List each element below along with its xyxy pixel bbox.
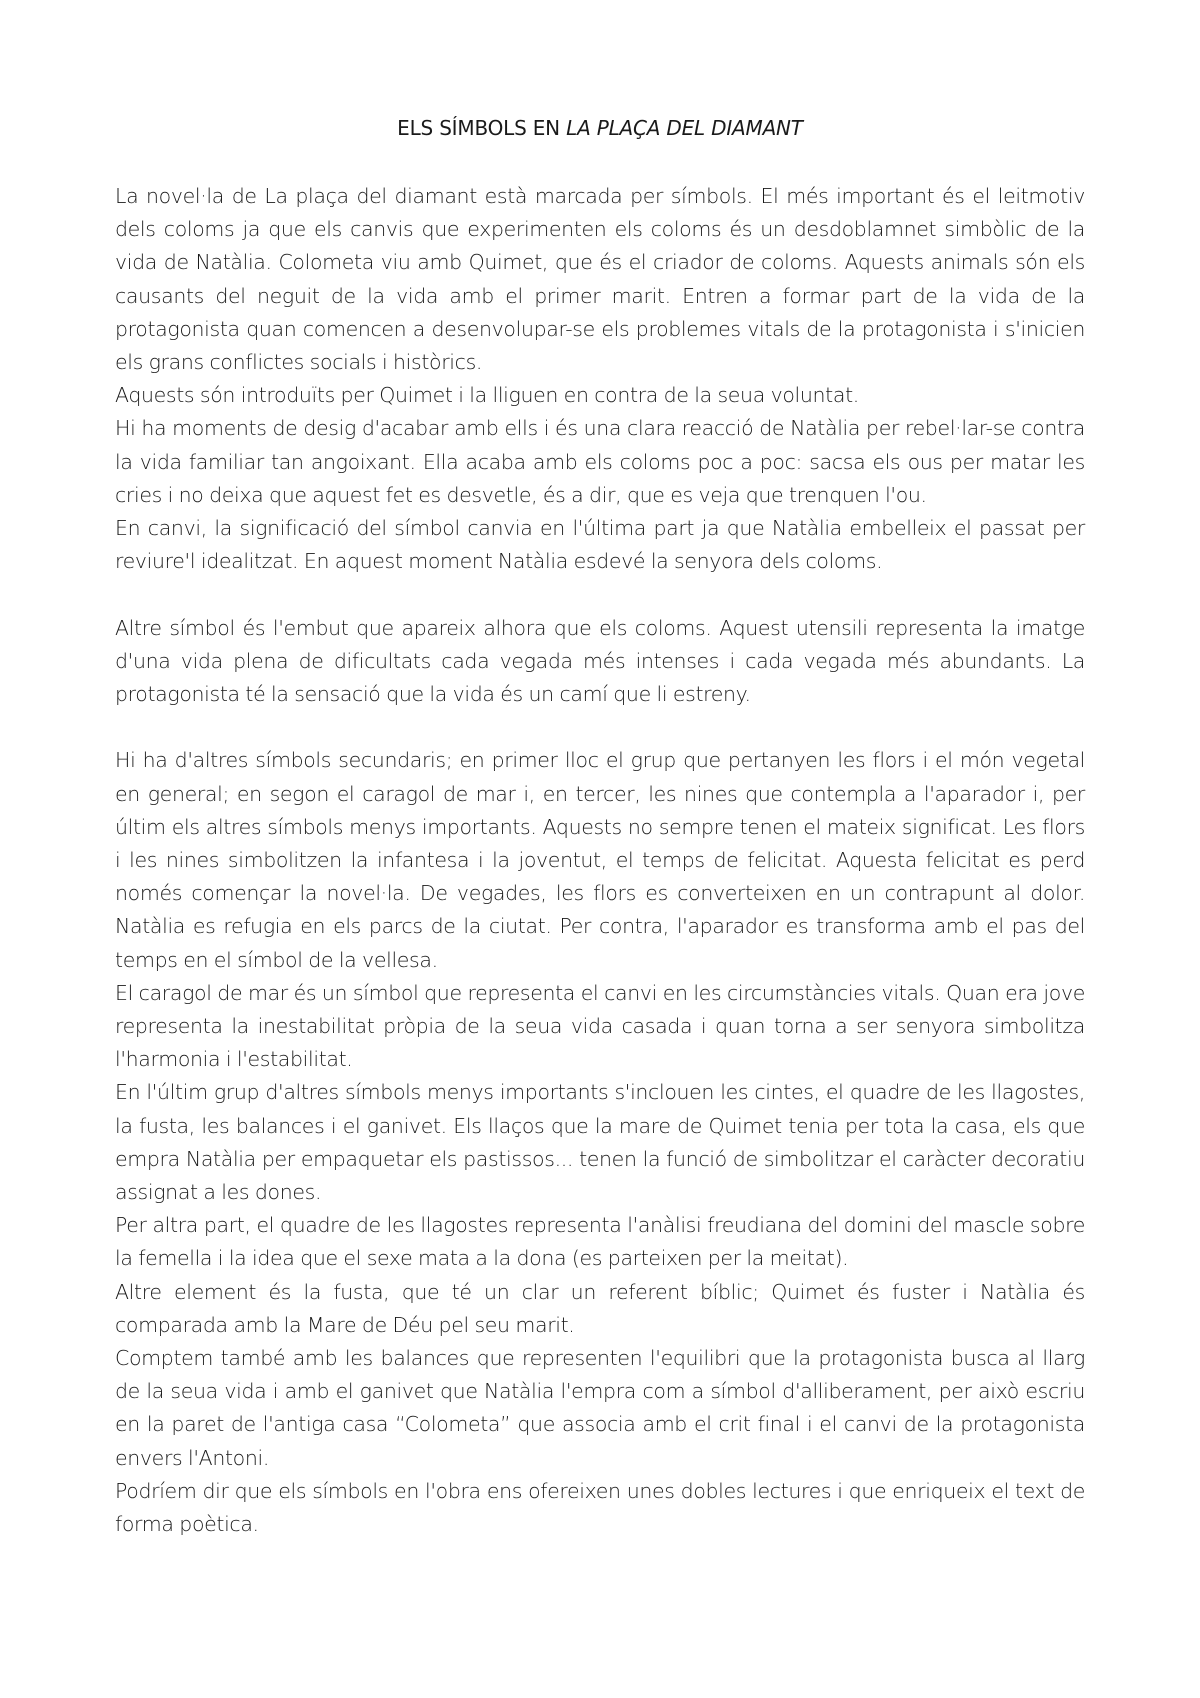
document-title bbox=[0, 116, 1200, 140]
title-prefix: ELS SÍMBOLS EN bbox=[397, 116, 560, 140]
paragraph-2: Aquests són introduïts per Quimet i la lliguen en contra de la seua voluntat. bbox=[115, 383, 859, 408]
paragraph-12: Podríem dir que els símbols en l'obra ens ofereixen unes dobles lectures i que enriqueix el text de forma poètica. bbox=[115, 1478, 1085, 1537]
paragraph-4: En canvi, la significació del símbol canvia en l'última part ja que Natàlia embelleix el passat per reviure'l idealitzat. En aquest moment Natàlia esdevé la senyora dels coloms. bbox=[115, 516, 1085, 574]
paragraph-1: La novel·la de La plaça del diamant està marcada per símbols. El més important és el leitmotiv dels coloms ja que els canvis que experimenten els coloms és un desdoblamnet simbòlic de la vida de Natàlia. Colometa viu amb Quimet, que és el criador de coloms. Aquests animals són els causants del neguit de la vida amb el primer marit. Entren a formar part de la vida de la protagonista quan comencen a desenvolupar-se els problemes vitals de la protagonista i s'inicien els grans conflictes socials i històrics. bbox=[115, 184, 1085, 375]
paragraph-8: En l'últim grup d'altres símbols menys importants s'inclouen les cintes, el quadre de les llagostes, la fusta, les balances i el ganivet. Els llaços que la mare de Quimet tenia per tota la casa, els que empra Natàlia per empaquetar els pastissos... tenen la funció de simbolitzar el caràcter decoratiu assignat a les dones. bbox=[115, 1080, 1085, 1205]
title-italic: LA PLAÇA DEL DIAMANT bbox=[566, 116, 803, 140]
document-body bbox=[115, 180, 1085, 1541]
paragraph-5: Altre símbol és l'embut que apareix alhora que els coloms. Aquest utensili representa la imatge d'una vida plena de dificultats cada vegada més intenses i cada vegada més abundants. La protagonista té la sensació que la vida és un camí que li estreny. bbox=[115, 615, 1085, 707]
paragraph-9: Per altra part, el quadre de les llagostes representa l'anàlisi freudiana del domini del mascle sobre la femella i la idea que el sexe mata a la dona (es parteixen per la meitat). bbox=[115, 1213, 1085, 1271]
paragraph-10: Altre element és la fusta, que té un clar un referent bíblic; Quimet és fuster i Natàlia és comparada amb la Mare de Déu pel seu marit. bbox=[115, 1279, 1085, 1337]
paragraph-6: Hi ha d'altres símbols secundaris; en primer lloc el grup que pertanyen les flors i el món vegetal en general; en segon el caragol de mar i, en tercer, les nines que contempla a l'aparador i, per últim els altres símbols menys importants. Aquests no sempre tenen el mateix significat. Les flors i les nines simbolitzen la infantesa i la joventut, el temps de felicitat. Aquesta felicitat es perd només començar la novel·la. De vegades, les flors es converteixen en un contrapunt al dolor. Natàlia es refugia en els parcs de la ciutat. Per contra, l'aparador es transforma amb el pas del temps en el símbol de la vellesa. bbox=[115, 748, 1085, 972]
paragraph-7: El caragol de mar és un símbol que representa el canvi en les circumstàncies vitals. Quan era jove representa la inestabilitat pròpia de la seua vida casada i quan torna a ser senyora simbolitza l'harmonia i l'estabilitat. bbox=[115, 980, 1085, 1072]
paragraph-11: Comptem també amb les balances que representen l'equilibri que la protagonista busca al llarg de la seua vida i amb el ganivet que Natàlia l'empra com a símbol d'alliberament, per això escriu en la paret de l'antiga casa “Colometa” que associa amb el crit final i el canvi de la protagonista envers l'Antoni. bbox=[115, 1346, 1085, 1470]
paragraph-3: Hi ha moments de desig d'acabar amb ells i és una clara reacció de Natàlia per rebel·lar-se contra la vida familiar tan angoixant. Ella acaba amb els coloms poc a poc: sacsa els ous per matar les cries i no deixa que aquest fet es desvetle, és a dir, que es veja que trenquen l'ou. bbox=[115, 416, 1085, 507]
